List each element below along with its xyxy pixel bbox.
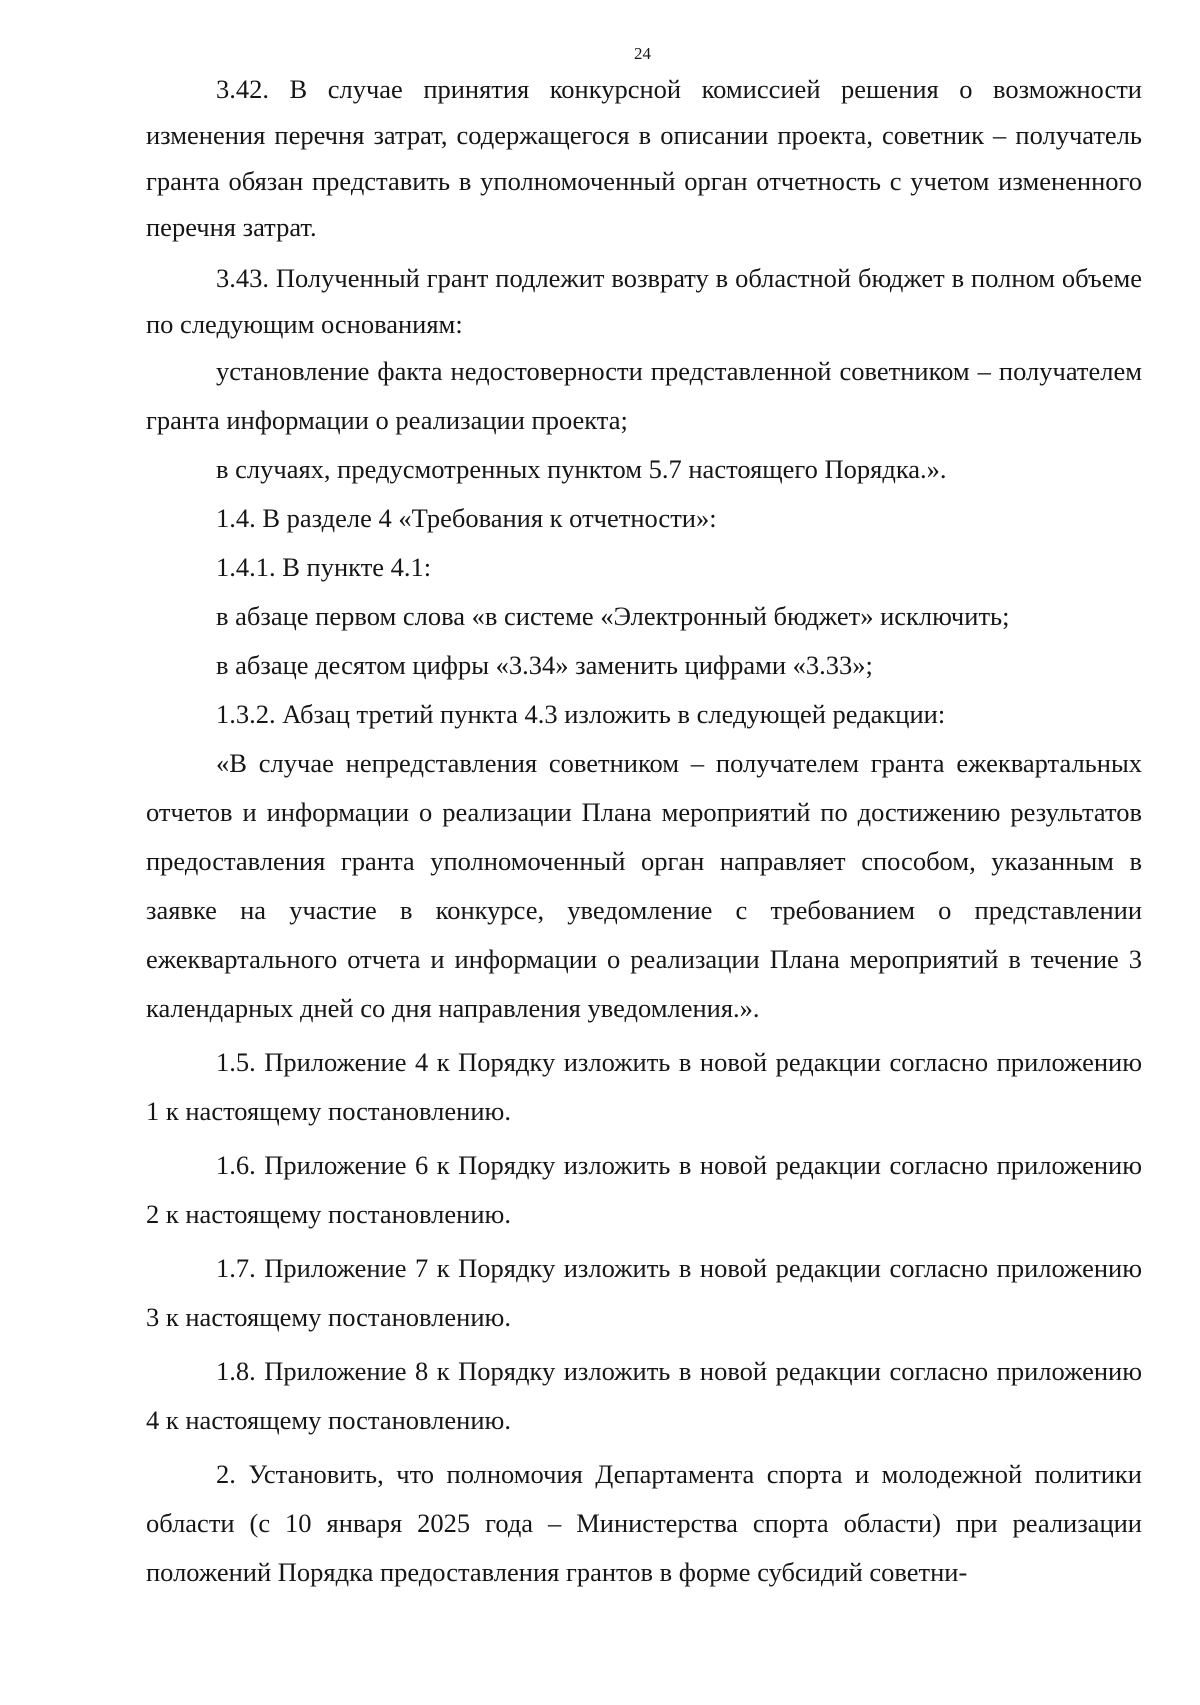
paragraph-1-4-1: 1.4.1. В пункте 4.1: (216, 552, 432, 582)
paragraph-tenth-abzac: в абзаце десятом цифры «3.34» заменить цифрами «3.33»; (216, 650, 873, 680)
document-body (146, 66, 1142, 1597)
page-number: 24 (634, 44, 651, 63)
paragraph-1-4: 1.4. В разделе 4 «Требования к отчетности»: (216, 503, 717, 533)
paragraph-2: 2. Установить, что полномочия Департамента спорта и молодежной политики области (с 10 января 2025 года – Министерства спорта области) при реализации положений Порядка предоставления грантов в форме субсидий советни- (146, 1459, 1142, 1587)
paragraph-3-42: 3.42. В случае принятия конкурсной комиссией решения о возможности изменения перечня затрат, содержащегося в описании проекта, советник – получатель гранта обязан представить в уполномоченный орган отчетность с учетом измененного перечня затрат. (146, 74, 1142, 242)
paragraph-first-abzac: в абзаце первом слова «в системе «Электронный бюджет» исключить; (216, 601, 1010, 631)
paragraph-unreliable-info: установление факта недостоверности представленной советником – получателем гранта информации о реализации проекта; (146, 356, 1142, 435)
paragraph-quoted-rule: «В случае непредставления советником – получателем гранта ежеквартальных отчетов и информации о реализации Плана мероприятий по достижению результатов предоставления гранта уполномоченный орган направляет способом, указанным в заявке на участие в конкурсе, уведомление с требованием о представлении ежеквартального отчета и информации о реализации Плана мероприятий в течение 3 календарных дней со дня направления уведомления.». (146, 748, 1142, 1023)
paragraph-1-5: 1.5. Приложение 4 к Порядку изложить в новой редакции согласно приложению 1 к настоящему постановлению. (146, 1047, 1142, 1126)
paragraph-1-3-2: 1.3.2. Абзац третий пункта 4.3 изложить в следующей редакции: (216, 699, 946, 729)
paragraph-1-6: 1.6. Приложение 6 к Порядку изложить в новой редакции согласно приложению 2 к настоящему постановлению. (146, 1150, 1142, 1229)
paragraph-3-43: 3.43. Полученный грант подлежит возврату в областной бюджет в полном объеме по следующим основаниям: (146, 263, 1142, 339)
paragraph-1-7: 1.7. Приложение 7 к Порядку изложить в новой редакции согласно приложению 3 к настоящему постановлению. (146, 1253, 1142, 1332)
paragraph-cases-5-7: в случаях, предусмотренных пунктом 5.7 настоящего Порядка.». (216, 454, 947, 484)
paragraph-1-8: 1.8. Приложение 8 к Порядку изложить в новой редакции согласно приложению 4 к настоящему постановлению. (146, 1356, 1142, 1435)
